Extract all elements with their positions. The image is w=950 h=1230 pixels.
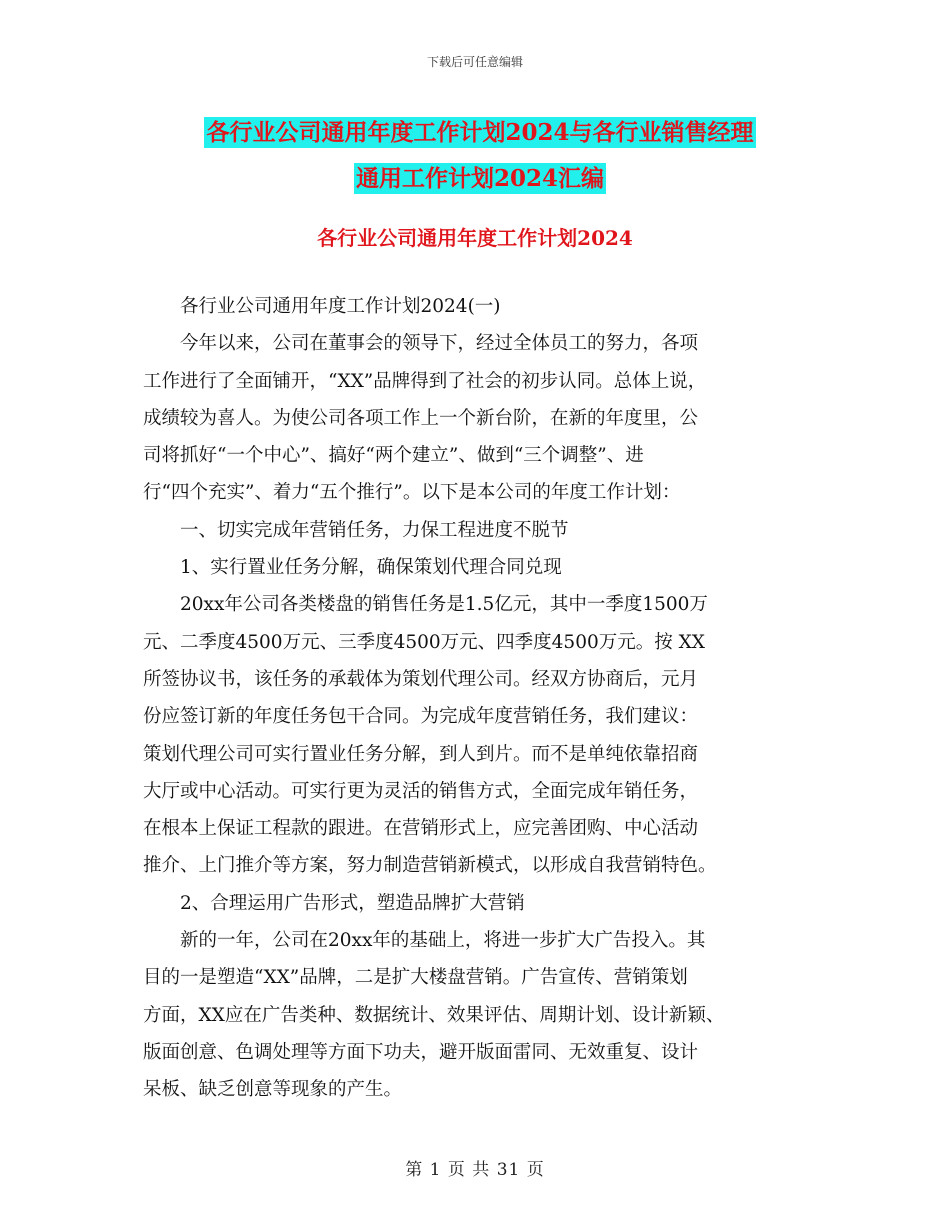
body-line: 今年以来，公司在董事会的领导下，经过全体员工的努力，各项 [143, 333, 699, 355]
document-title [140, 110, 820, 202]
body-line: 目的一是塑造“XX”品牌，二是扩大楼盘营销。广告宣传、营销策划 [143, 967, 688, 989]
body-line: 行“四个充实”、着力“五个推行”。以下是本公司的年度工作计划： [143, 482, 681, 504]
body-line: 2、合理运用广告形式，塑造品牌扩大营销 [143, 892, 525, 914]
document-body [143, 288, 811, 1109]
body-line: 元、二季度4500万元、三季度4500万元、四季度4500万元。按 XX [143, 631, 705, 653]
body-line: 新的一年，公司在20xx年的基础上，将进一步扩大广告投入。其 [143, 930, 706, 952]
body-line: 一、切实完成年营销任务，力保工程进度不脱节 [143, 519, 569, 541]
body-line: 份应签订新的年度任务包干合同。为完成年度营销任务，我们建议： [143, 706, 699, 728]
body-line: 策划代理公司可实行置业任务分解，到人到片。而不是单纯依靠招商 [143, 743, 699, 765]
body-line: 在根本上保证工程款的跟进。在营销形式上，应完善团购、中心活动 [143, 818, 699, 840]
body-line: 20xx年公司各类楼盘的销售任务是1.5亿元，其中一季度1500万 [143, 594, 708, 616]
header-note: 下载后可任意编辑 [426, 55, 523, 69]
body-line: 各行业公司通用年度工作计划2024(一) [143, 296, 501, 317]
body-line: 大厅或中心活动。可实行更为灵活的销售方式，全面完成年销任务， [143, 780, 699, 802]
page-footer: 第 1 页 共 31 页 [405, 1160, 545, 1180]
body-line: 版面创意、色调处理等方面下功夫，避开版面雷同、无效重复、设计 [143, 1041, 699, 1063]
document-title-line-1: 各行业公司通用年度工作计划2024与各行业销售经理 [206, 119, 754, 146]
body-line: 司将抓好“一个中心”、搞好“两个建立”、做到“三个调整”、进 [143, 445, 644, 467]
body-line: 方面，XX应在广告类种、数据统计、效果评估、周期计划、设计新颖、 [143, 1004, 725, 1026]
document-title-line-2: 通用工作计划2024汇编 [355, 165, 604, 192]
body-line: 1、实行置业任务分解，确保策划代理合同兑现 [143, 557, 562, 579]
section-title: 各行业公司通用年度工作计划2024 [317, 226, 633, 250]
body-line: 工作进行了全面铺开，“XX”品牌得到了社会的初步认同。总体上说， [143, 370, 707, 392]
body-line: 推介、上门推介等方案，努力制造营销新模式，以形成自我营销特色。 [143, 855, 717, 877]
body-line: 所签协议书，该任务的承载体为策划代理公司。经双方协商后，元月 [143, 668, 699, 690]
body-line: 成绩较为喜人。为使公司各项工作上一个新台阶，在新的年度里，公 [143, 407, 699, 429]
body-line: 呆板、缺乏创意等现象的产生。 [143, 1079, 403, 1101]
